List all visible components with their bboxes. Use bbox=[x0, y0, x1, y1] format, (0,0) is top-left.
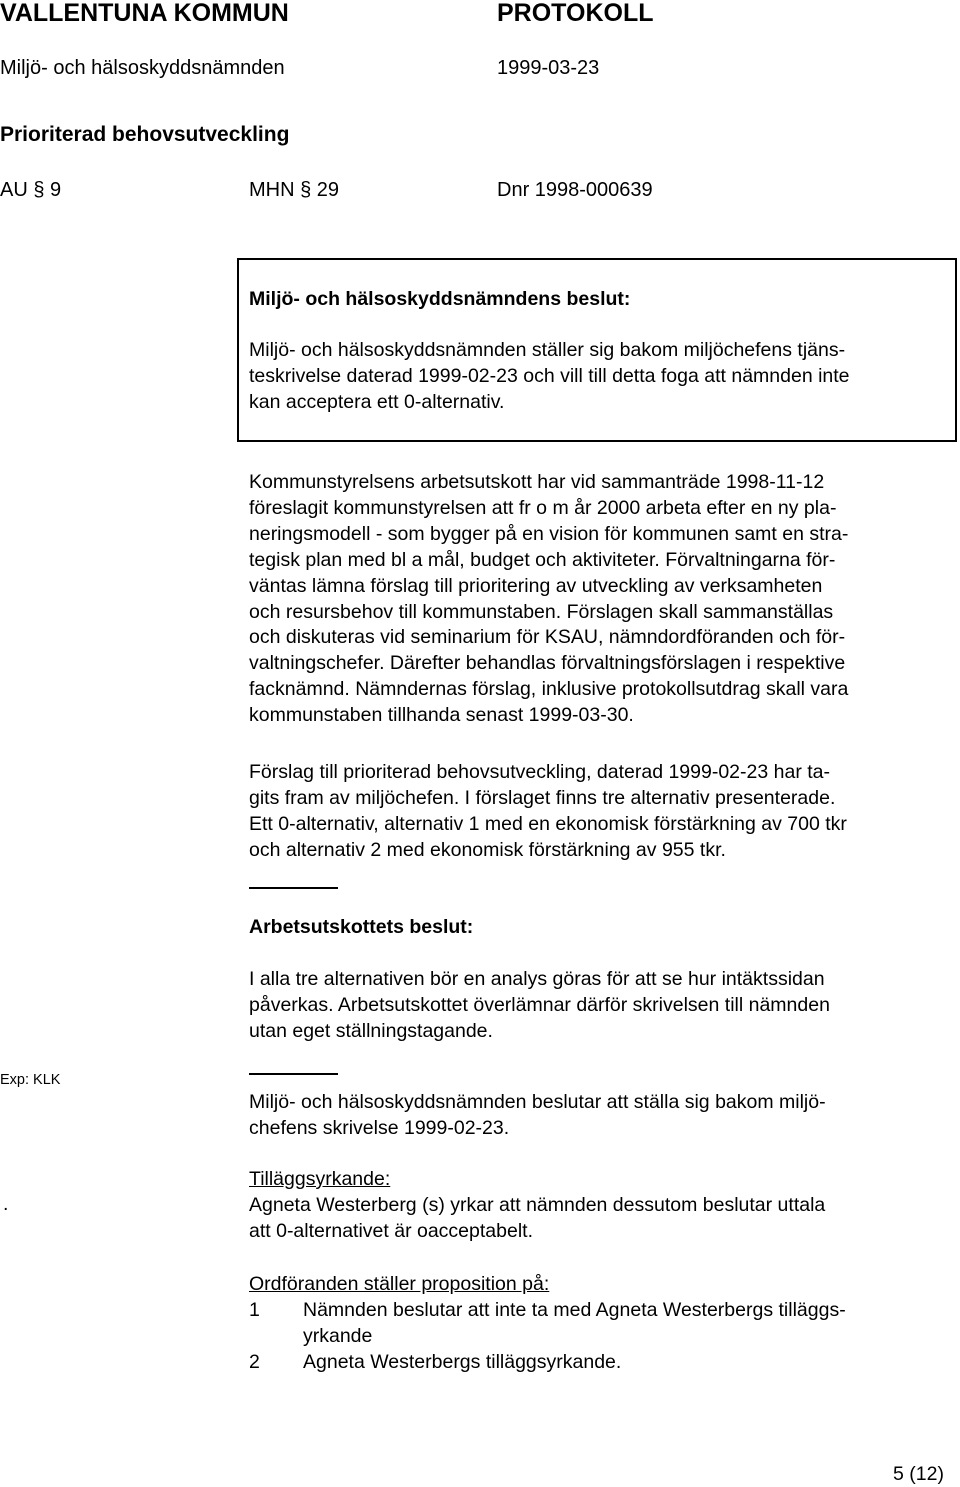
paragraph-line: påverkas. Arbetsutskottet överlämnar därför skrivelsen till nämnden bbox=[249, 993, 830, 1016]
addition-heading: Tilläggsyrkande: bbox=[249, 1168, 391, 1190]
list-item: Nämnden beslutar att inte ta med Agneta Westerbergs tilläggs- bbox=[303, 1299, 846, 1321]
paragraph-line: kommunstaben tillhanda senast 1999-03-30. bbox=[249, 704, 634, 727]
paragraph-line: Kommunstyrelsens arbetsutskott har vid sammanträde 1998-11-12 bbox=[249, 471, 825, 493]
mhn-reference: MHN § 29 bbox=[249, 179, 340, 201]
paragraph-line: chefens skrivelse 1999-02-23. bbox=[249, 1116, 510, 1139]
paragraph-line: neringsmodell - som bygger på en vision för kommunen samt en stra- bbox=[249, 522, 849, 545]
paragraph-line: tegisk plan med bl a mål, budget och aktiviteter. Förvaltningarna för- bbox=[249, 548, 836, 571]
document-type: PROTOKOLL bbox=[497, 0, 654, 27]
addition-section bbox=[249, 1167, 954, 1245]
document-title: Prioriterad behovsutveckling bbox=[0, 123, 290, 146]
au-decision-heading: Arbetsutskottets beslut: bbox=[249, 916, 474, 938]
municipality-name: VALLENTUNA KOMMUN bbox=[0, 0, 289, 27]
paragraph-line: föreslagit kommunstyrelsen att fr o m år 2000 arbeta efter en ny pla- bbox=[249, 496, 837, 519]
decision-heading: Miljö- och hälsoskyddsnämndens beslut: bbox=[249, 288, 631, 310]
separator-rule bbox=[249, 1073, 338, 1075]
paragraph-line: I alla tre alternativen bör en analys göras för att se hur intäktssidan bbox=[249, 968, 825, 990]
paragraph-line: väntas lämna förslag till prioritering av utveckling av verksamheten bbox=[249, 574, 823, 597]
paragraph-line: och resursbehov till kommunstaben. Förslagen skall sammanställas bbox=[249, 600, 834, 623]
proposal-paragraph bbox=[249, 760, 954, 864]
list-number: 1 bbox=[249, 1299, 260, 1321]
paragraph-line: utan eget ställningstagande. bbox=[249, 1019, 493, 1042]
paragraph-line: att 0-alternativet är oacceptabelt. bbox=[249, 1219, 533, 1242]
list-item-continuation: yrkande bbox=[303, 1325, 373, 1347]
paragraph-line: Förslag till prioriterad behovsutveckling, daterad 1999-02-23 har ta- bbox=[249, 761, 830, 783]
list-item: Agneta Westerbergs tilläggsyrkande. bbox=[303, 1351, 622, 1373]
separator-rule bbox=[249, 887, 338, 889]
decision-text bbox=[249, 338, 954, 416]
diary-number: Dnr 1998-000639 bbox=[497, 179, 653, 201]
proposition-heading: Ordföranden ställer proposition på: bbox=[249, 1273, 550, 1295]
au-reference: AU § 9 bbox=[0, 179, 62, 201]
paragraph-line: och diskuteras vid seminarium för KSAU, nämndordföranden och för- bbox=[249, 626, 846, 649]
paragraph-line: och alternativ 2 med ekonomisk förstärkning av 955 tkr. bbox=[249, 838, 726, 861]
dispatch-note: Exp: KLK bbox=[0, 1072, 61, 1088]
au-decision-text bbox=[249, 967, 954, 1045]
page-number: 5 (12) bbox=[893, 1463, 944, 1485]
margin-dot: . bbox=[3, 1193, 9, 1215]
committee-name: Miljö- och hälsoskyddsnämnden bbox=[0, 57, 285, 79]
list-number: 2 bbox=[249, 1351, 260, 1373]
mhn-decision-text bbox=[249, 1090, 954, 1142]
paragraph-line: valtningschefer. Därefter behandlas förvaltningsförslagen i respektive bbox=[249, 652, 846, 675]
paragraph-line: Ett 0-alternativ, alternativ 1 med en ekonomisk förstärkning av 700 tkr bbox=[249, 812, 847, 835]
decision-line: teskrivelse daterad 1999-02-23 och vill till detta foga att nämnden inte bbox=[249, 364, 850, 387]
proposition-heading-wrap bbox=[249, 1272, 954, 1298]
paragraph-line: facknämnd. Nämndernas förslag, inklusive protokollsutdrag skall vara bbox=[249, 678, 849, 701]
paragraph-line: Agneta Westerberg (s) yrkar att nämnden dessutom beslutar uttala bbox=[249, 1193, 826, 1216]
decision-line: Miljö- och hälsoskyddsnämnden ställer sig bakom miljöchefens tjäns- bbox=[249, 339, 846, 361]
decision-line: kan acceptera ett 0-alternativ. bbox=[249, 390, 505, 413]
background-paragraph bbox=[249, 470, 954, 729]
meeting-date: 1999-03-23 bbox=[497, 57, 600, 79]
paragraph-line: gits fram av miljöchefen. I förslaget finns tre alternativ presenterade. bbox=[249, 786, 836, 809]
paragraph-line: Miljö- och hälsoskyddsnämnden beslutar att ställa sig bakom miljö- bbox=[249, 1091, 826, 1113]
